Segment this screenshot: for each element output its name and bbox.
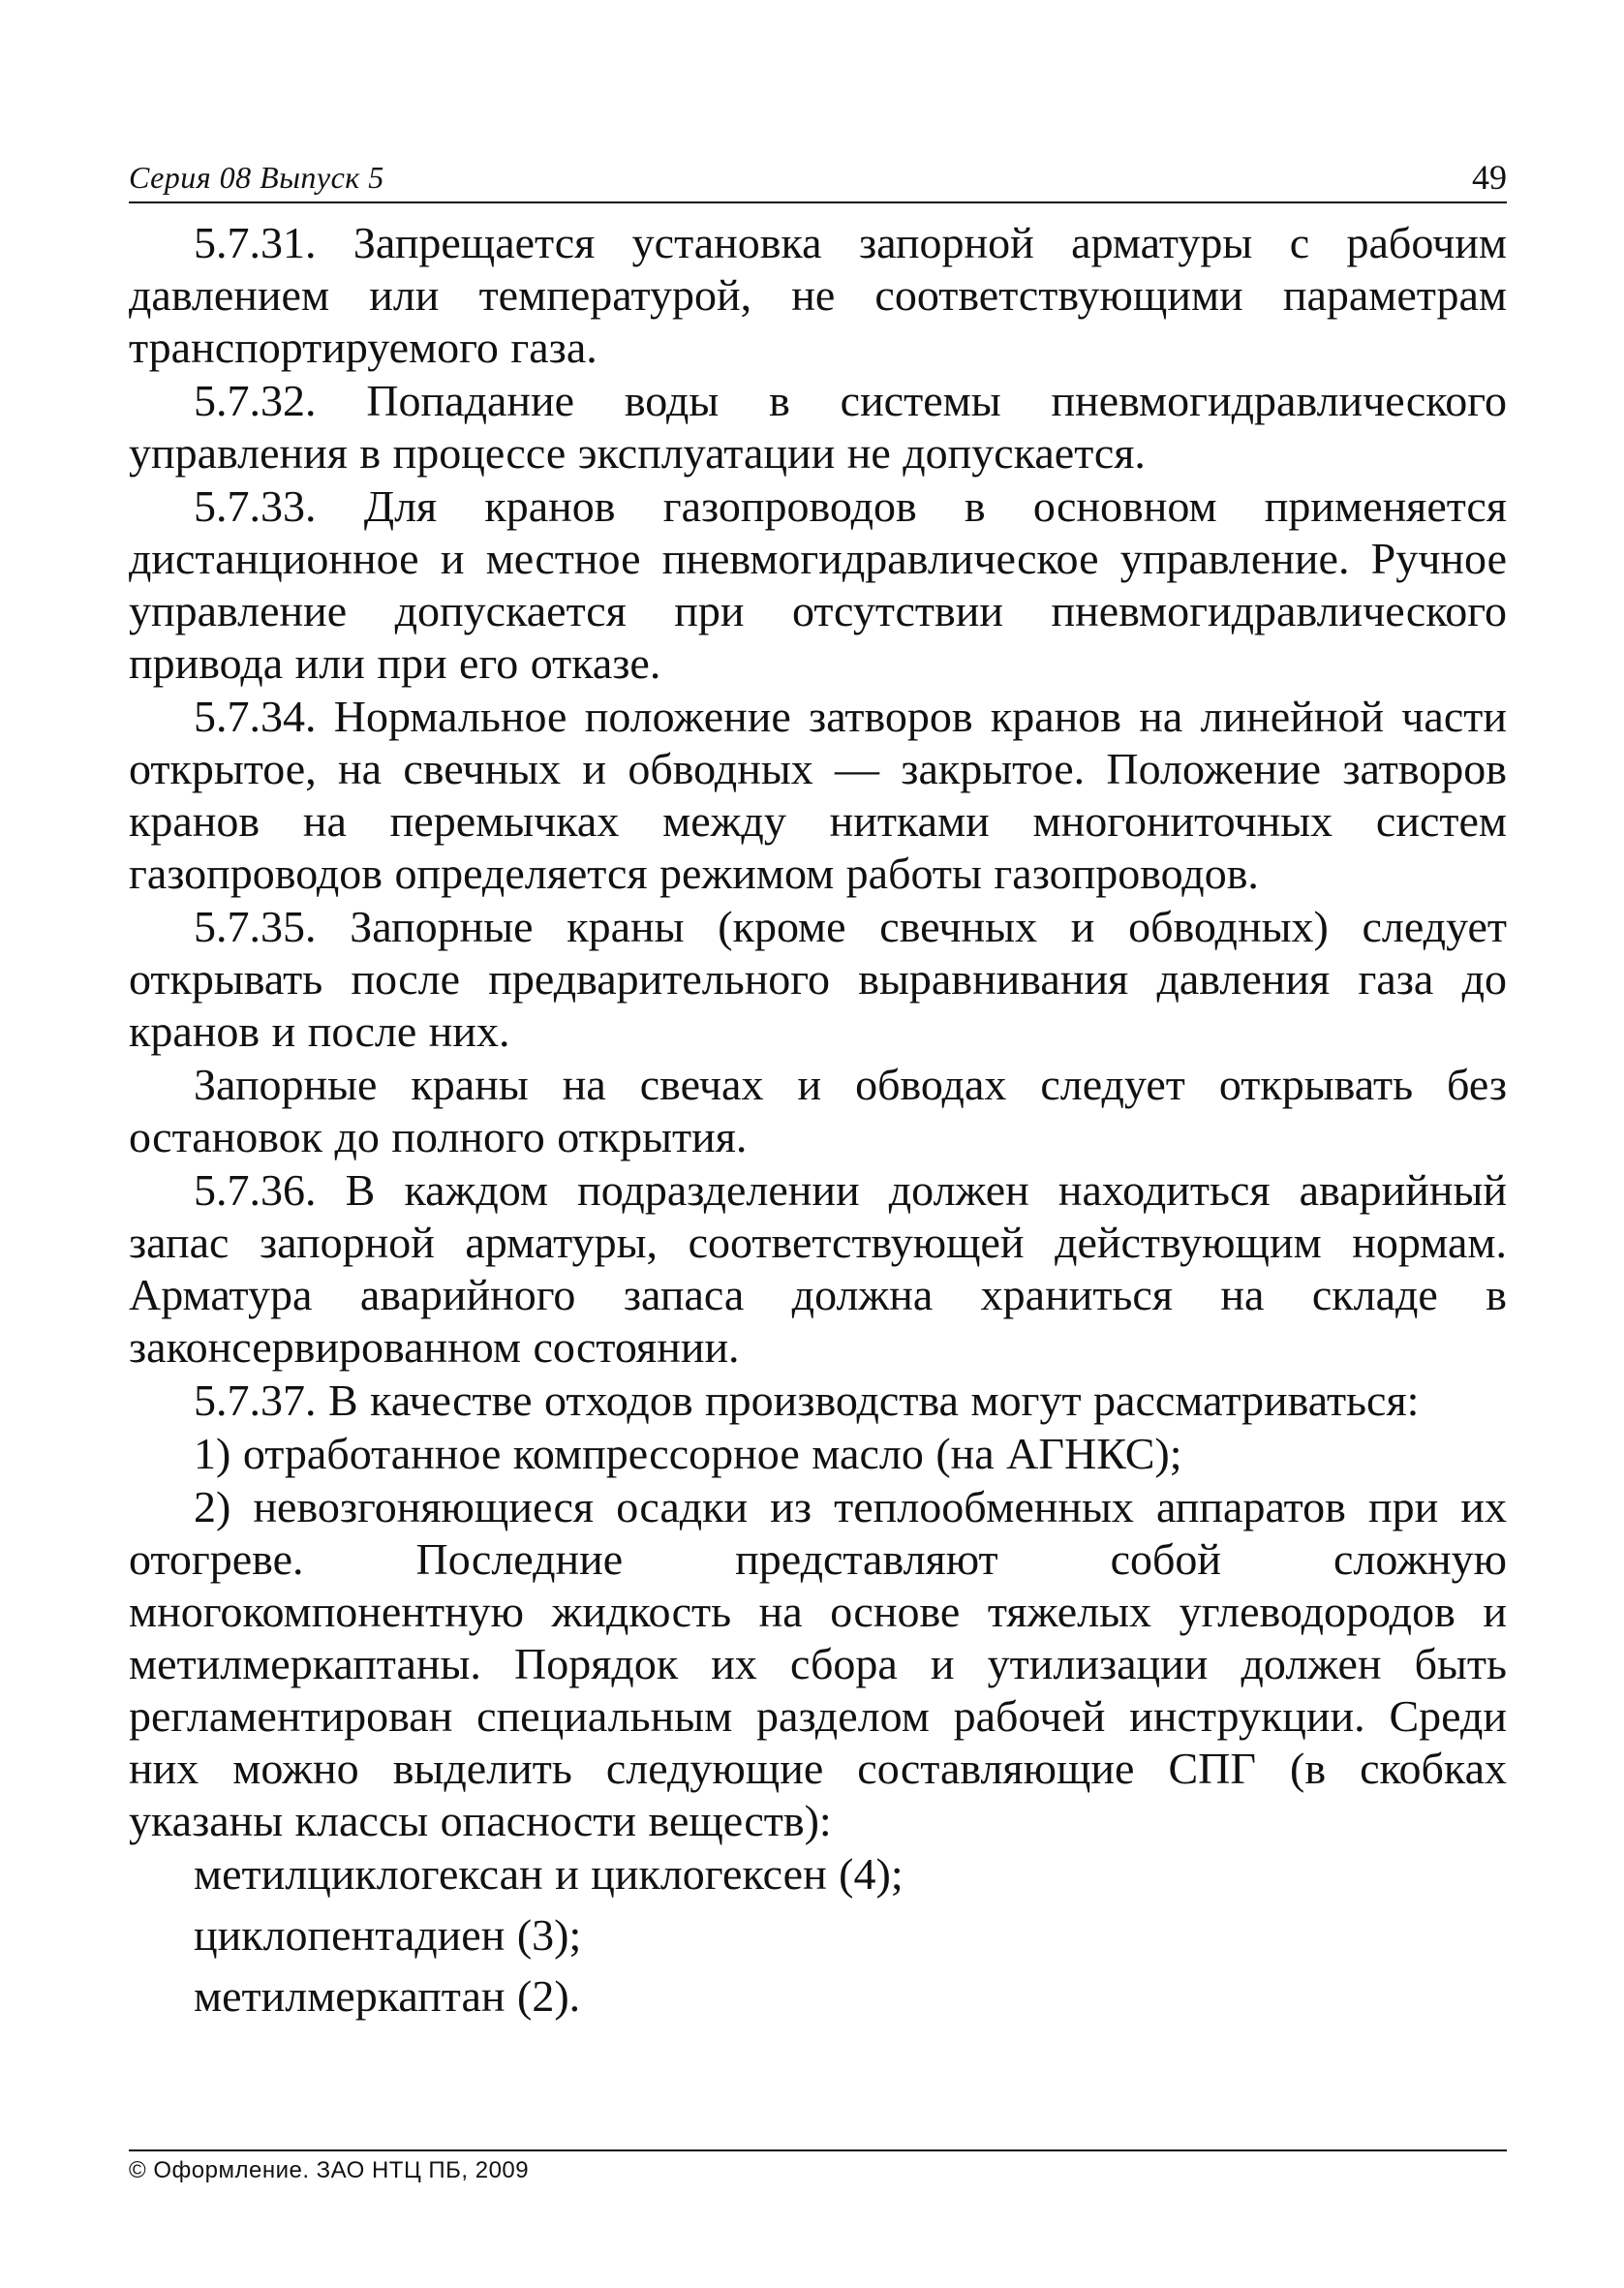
paragraph-5-7-32: 5.7.32. Попадание воды в системы пневмогидравлического управления в процессе эксплуатации не допускается. (129, 376, 1507, 478)
paragraph-5-7-37: 5.7.37. В качестве отходов производства могут рассматриваться: (194, 1376, 1420, 1425)
document-page (129, 145, 1507, 2031)
paragraph-5-7-35-continued: Запорные краны на свечах и обводах следует открывать без остановок до полного открытия. (129, 1060, 1507, 1161)
page-footer (129, 2149, 1507, 2184)
paragraph-5-7-35: 5.7.35. Запорные краны (кроме свечных и обводных) следует открывать после предварительного выравнивания давления газа до кранов и после них. (129, 902, 1507, 1056)
paragraph-5-7-34: 5.7.34. Нормальное положение затворов кранов на линейной части открытое, на свечных и обводных — закрытое. Положение затворов кранов на перемычках между нитками многониточных систем газопроводов определяется режимом работы газопроводов. (129, 692, 1507, 898)
page-number: 49 (1472, 158, 1507, 197)
list-item: метилциклогексан и циклогексен (4); (194, 1849, 904, 1899)
list-item: циклопентадиен (3); (194, 1910, 582, 1960)
paragraph-item-2: 2) невозгоняющиеся осадки из теплообменных аппаратов при их отогреве. Последние представляют собой сложную многокомпонентную жидкость на основе тяжелых углеводородов и метилмеркаптаны. Порядок их сбора и утилизации должен быть регламентирован специальным разделом рабочей инструкции. Среди них можно выделить следующие составляющие СПГ (в скобках указаны классы опасности веществ): (129, 1482, 1507, 1845)
paragraph-5-7-33: 5.7.33. Для кранов газопроводов в основном применяется дистанционное и местное пневмогидравлическое управление. Ручное управление допускается при отсутствии пневмогидравлического привода или при его отказе. (129, 481, 1507, 688)
body-text (129, 217, 1507, 2023)
list-item: метилмеркаптан (2). (194, 1971, 581, 2021)
page-header (129, 145, 1507, 203)
series-label: Серия 08 Выпуск 5 (129, 160, 384, 195)
paragraph-5-7-31: 5.7.31. Запрещается установка запорной арматуры с рабочим давлением или температурой, не соответствующими параметрам транспортируемого газа. (129, 218, 1507, 372)
paragraph-item-1: 1) отработанное компрессорное масло (на АГНКС); (194, 1429, 1182, 1478)
copyright-notice: © Оформление. ЗАО НТЦ ПБ, 2009 (129, 2157, 530, 2183)
paragraph-5-7-36: 5.7.36. В каждом подразделении должен находиться аварийный запас запорной арматуры, соответствующей действующим нормам. Арматура аварийного запаса должна храниться на складе в законсервированном состоянии. (129, 1165, 1507, 1372)
